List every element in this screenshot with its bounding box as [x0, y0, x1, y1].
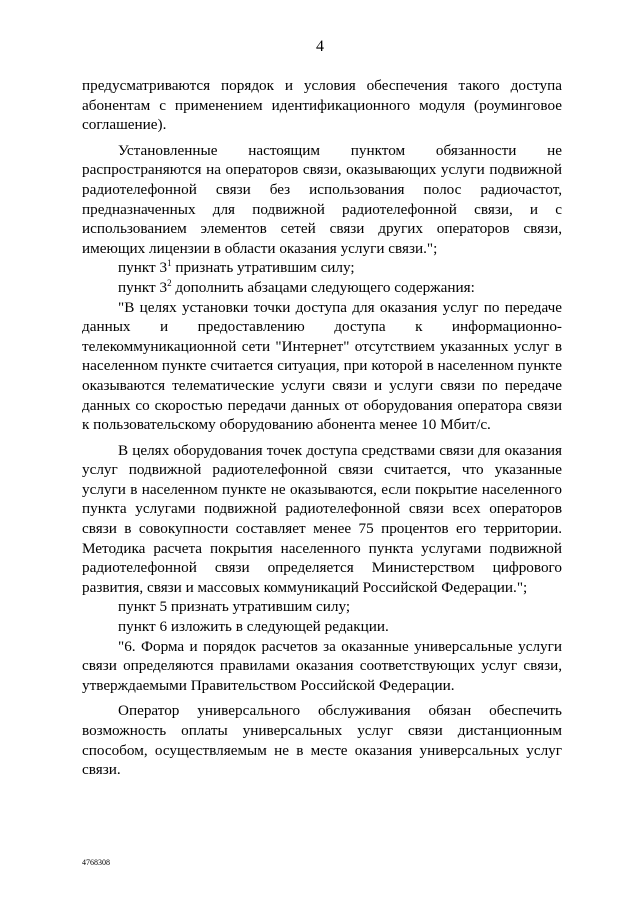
document-id: 4768308 — [82, 858, 110, 867]
paragraph-mobile-coverage: В целях оборудования точек доступа средствами связи для оказания услуг подвижной радиотелефонной связи считается, что указанные услуги в населенном пункте не оказываются, если покрытие населенного пункта услугами подвижной радиотелефонной связи всех операторов связи в совокупности составляет менее 75 процентов его территории. Методика расчета покрытия населенного пункта услугами подвижной радиотелефонной связи определяется Министерством цифрового развития, связи и массовых коммуникаций Российской Федерации."; — [82, 441, 562, 596]
paragraph-obligations-exemption: Установленные настоящим пунктом обязанности не распространяются на операторов связи, оказывающих услуги подвижной радиотелефонной связи без использования полос радиочастот, предназначенных для подвижной радиотелефонной связи, и с использованием элементов сетей связи других операторов связи, имеющих лицензии в области оказания услуги связи."; — [82, 141, 562, 257]
paragraph-access-point-data: "В целях установки точки доступа для оказания услуг по передаче данных и предоставлению доступа к информационно-телекоммуникационной сети "Интернет" отсутствием указанных услуг в населенном пункте считается ситуация, при которой в населенном пункте оказываются телематические услуги связи и услуги связи по передаче данных со скоростью передачи данных от оборудования оператора связи к пользовательскому оборудованию абонента менее 10 Мбит/с. — [82, 298, 562, 434]
page-number: 4 — [316, 38, 324, 55]
clause-3-2-superscript: 2 — [167, 277, 172, 288]
clause-3-1-superscript: 1 — [167, 258, 172, 269]
clause-3-2-rest: дополнить абзацами следующего содержания: — [171, 278, 475, 296]
paragraph-clause-3-2 — [82, 278, 562, 298]
paragraph-clause-3-1 — [82, 258, 562, 278]
clause-3-2-text: пункт 3 — [118, 278, 168, 296]
document-body — [82, 76, 562, 780]
paragraph-clause-6: пункт 6 изложить в следующей редакции. — [118, 618, 389, 636]
paragraph-roaming-continuation: предусматриваются порядок и условия обеспечения такого доступа абонентам с применением идентификационного модуля (роуминговое соглашение). — [82, 77, 562, 134]
paragraph-clause-5: пункт 5 признать утратившим силу; — [118, 598, 351, 616]
paragraph-remote-payment: Оператор универсального обслуживания обязан обеспечить возможность оплаты универсальных услуг связи дистанционным способом, осуществляемым не в месте оказания универсальных услуг связи. — [82, 702, 562, 779]
clause-3-1-rest: признать утратившим силу; — [171, 259, 355, 277]
clause-3-1-text: пункт 3 — [118, 259, 168, 277]
paragraph-payment-form: "6. Форма и порядок расчетов за оказанные универсальные услуги связи определяются правилами оказания соответствующих услуг связи, утверждаемыми Правительством Российской Федерации. — [82, 637, 562, 694]
